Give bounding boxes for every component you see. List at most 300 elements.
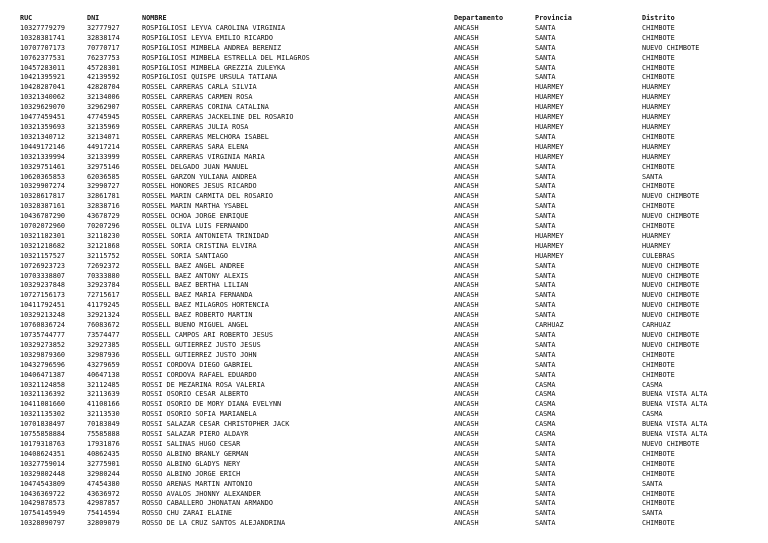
table-row	[20, 222, 742, 232]
departamento-cell: ANCASH	[454, 53, 479, 62]
ruc-cell: 10436369722	[20, 489, 66, 498]
departamento-cell: ANCASH	[454, 479, 479, 488]
dni-cell: 32112485	[87, 380, 120, 389]
ruc-cell: 10328090797	[20, 519, 66, 528]
provincia-cell: HUARMEY	[535, 83, 564, 92]
table-row	[20, 83, 742, 93]
header-ruc: RUC	[20, 14, 33, 22]
departamento-cell: ANCASH	[454, 172, 479, 181]
table-row	[20, 163, 742, 173]
dni-cell: 72715617	[87, 291, 120, 300]
departamento-cell: ANCASH	[454, 43, 479, 52]
distrito-cell: SANTA	[642, 509, 663, 518]
contributors-table	[20, 14, 742, 529]
dni-cell: 70183849	[87, 420, 120, 429]
table-row	[20, 400, 742, 410]
dni-cell: 47454380	[87, 479, 120, 488]
ruc-cell: 10726923723	[20, 261, 66, 270]
dni-cell: 40862435	[87, 449, 120, 458]
dni-cell: 75585888	[87, 430, 120, 439]
provincia-cell: SANTA	[535, 459, 556, 468]
distrito-cell: CHIMBOTE	[642, 202, 675, 211]
nombre-cell: ROSSO ALBINO JORGE ERICH	[142, 469, 241, 478]
distrito-cell: CHIMBOTE	[642, 73, 675, 82]
nombre-cell: ROSSELL BAEZ ANGEL ANDREE	[142, 261, 245, 270]
provincia-cell: SANTA	[535, 509, 556, 518]
dni-cell: 44917214	[87, 142, 120, 151]
distrito-cell: HUARMEY	[642, 93, 671, 102]
dni-cell: 70333880	[87, 271, 120, 280]
dni-cell: 32927385	[87, 340, 120, 349]
nombre-cell: ROSSEL CARRERAS VIRGINIA MARIA	[142, 152, 265, 161]
departamento-cell: ANCASH	[454, 142, 479, 151]
provincia-cell: SANTA	[535, 469, 556, 478]
dni-cell: 32115752	[87, 251, 120, 260]
distrito-cell: HUARMEY	[642, 103, 671, 112]
dni-cell: 32134006	[87, 93, 120, 102]
nombre-cell: ROSSI CORDOVA RAFAEL EDUARDO	[142, 370, 257, 379]
dni-cell: 40647138	[87, 370, 120, 379]
distrito-cell: CHIMBOTE	[642, 469, 675, 478]
table-row	[20, 381, 742, 391]
nombre-cell: ROSSELL BAEZ ROBERTO MARTIN	[142, 311, 253, 320]
nombre-cell: ROSSEL DELGADO JUAN MANUEL	[142, 162, 249, 171]
departamento-cell: ANCASH	[454, 33, 479, 42]
nombre-cell: ROSSO ALBINO BRANLY GERMAN	[142, 449, 249, 458]
table-row	[20, 410, 742, 420]
ruc-cell: 10421395921	[20, 73, 66, 82]
ruc-cell: 10329751461	[20, 162, 66, 171]
departamento-cell: ANCASH	[454, 400, 479, 409]
provincia-cell: HUARMEY	[535, 241, 564, 250]
dni-cell: 45728301	[87, 63, 120, 72]
ruc-cell: 10329802448	[20, 469, 66, 478]
provincia-cell: HUARMEY	[535, 113, 564, 122]
header-dni: DNI	[87, 14, 100, 22]
table-row	[20, 173, 742, 183]
dni-cell: 32135969	[87, 122, 120, 131]
nombre-cell: ROSSELL GUTIERREZ JUSTO JOHN	[142, 350, 257, 359]
table-row	[20, 143, 742, 153]
table-row	[20, 440, 742, 450]
dni-cell: 42987857	[87, 499, 120, 508]
nombre-cell: ROSSEL CARRERAS CARMEN ROSA	[142, 93, 253, 102]
dni-cell: 42828704	[87, 83, 120, 92]
nombre-cell: ROSSEL MARIN MARTHA YSABEL	[142, 202, 249, 211]
distrito-cell: CHIMBOTE	[642, 519, 675, 528]
dni-cell: 42139592	[87, 73, 120, 82]
departamento-cell: ANCASH	[454, 459, 479, 468]
ruc-cell: 10329629070	[20, 103, 66, 112]
departamento-cell: ANCASH	[454, 202, 479, 211]
distrito-cell: SANTA	[642, 172, 663, 181]
distrito-cell: CHIMBOTE	[642, 459, 675, 468]
distrito-cell: CHIMBOTE	[642, 222, 675, 231]
table-row	[20, 341, 742, 351]
provincia-cell: SANTA	[535, 73, 556, 82]
table-row	[20, 242, 742, 252]
dni-cell: 32838174	[87, 33, 120, 42]
distrito-cell: CASMA	[642, 380, 663, 389]
departamento-cell: ANCASH	[454, 281, 479, 290]
departamento-cell: ANCASH	[454, 321, 479, 330]
provincia-cell: HUARMEY	[535, 152, 564, 161]
provincia-cell: CARHUAZ	[535, 321, 564, 330]
ruc-cell: 10328381741	[20, 33, 66, 42]
distrito-cell: CARHUAZ	[642, 321, 671, 330]
provincia-cell: SANTA	[535, 350, 556, 359]
distrito-cell: CHIMBOTE	[642, 33, 675, 42]
provincia-cell: HUARMEY	[535, 142, 564, 151]
provincia-cell: SANTA	[535, 519, 556, 528]
departamento-cell: ANCASH	[454, 340, 479, 349]
departamento-cell: ANCASH	[454, 212, 479, 221]
nombre-cell: ROSSELL BAEZ MARIA FERNANDA	[142, 291, 253, 300]
nombre-cell: ROSSEL CARRERAS MELCHORA ISABEL	[142, 132, 269, 141]
provincia-cell: SANTA	[535, 222, 556, 231]
nombre-cell: ROSPIGLIOSI MIMBELA ANDREA BERENIZ	[142, 43, 282, 52]
departamento-cell: ANCASH	[454, 162, 479, 171]
provincia-cell: HUARMEY	[535, 251, 564, 260]
ruc-cell: 10432796596	[20, 360, 66, 369]
departamento-cell: ANCASH	[454, 222, 479, 231]
provincia-cell: SANTA	[535, 479, 556, 488]
provincia-cell: SANTA	[535, 172, 556, 181]
nombre-cell: ROSSEL MARIN CARMITA DEL ROSARIO	[142, 192, 273, 201]
ruc-cell: 10321340062	[20, 93, 66, 102]
departamento-cell: ANCASH	[454, 331, 479, 339]
table-row	[20, 54, 742, 64]
table-row	[20, 460, 742, 470]
departamento-cell: ANCASH	[454, 241, 479, 250]
ruc-cell: 10329879360	[20, 350, 66, 359]
provincia-cell: CASMA	[535, 420, 556, 429]
departamento-cell: ANCASH	[454, 251, 479, 260]
ruc-cell: 10727156173	[20, 291, 66, 300]
dni-cell: 43636972	[87, 489, 120, 498]
table-row	[20, 133, 742, 143]
dni-cell: 32980244	[87, 469, 120, 478]
distrito-cell: NUEVO CHIMBOTE	[642, 271, 700, 280]
departamento-cell: ANCASH	[454, 370, 479, 379]
departamento-cell: ANCASH	[454, 152, 479, 161]
provincia-cell: SANTA	[535, 271, 556, 280]
distrito-cell: NUEVO CHIMBOTE	[642, 192, 700, 201]
provincia-cell: SANTA	[535, 291, 556, 300]
departamento-cell: ANCASH	[454, 380, 479, 389]
provincia-cell: SANTA	[535, 132, 556, 141]
nombre-cell: ROSPIGLIOSI QUISPE URSULA TATIANA	[142, 73, 278, 82]
provincia-cell: SANTA	[535, 261, 556, 270]
nombre-cell: ROSSO AVALOS JHONNY ALEXANDER	[142, 489, 261, 498]
distrito-cell: NUEVO CHIMBOTE	[642, 281, 700, 290]
dni-cell: 76083672	[87, 321, 120, 330]
provincia-cell: CASMA	[535, 380, 556, 389]
table-row	[20, 291, 742, 301]
departamento-cell: ANCASH	[454, 350, 479, 359]
ruc-cell: 10702072960	[20, 222, 66, 231]
distrito-cell: CHIMBOTE	[642, 63, 675, 72]
distrito-cell: CHIMBOTE	[642, 53, 675, 62]
departamento-cell: ANCASH	[454, 509, 479, 518]
departamento-cell: ANCASH	[454, 261, 479, 270]
nombre-cell: ROSSELL BAEZ ANTONY ALEXIS	[142, 271, 249, 280]
ruc-cell: 10449172146	[20, 142, 66, 151]
ruc-cell: 10321218682	[20, 241, 66, 250]
ruc-cell: 10703338807	[20, 271, 66, 280]
nombre-cell: ROSSELL BUENO MIGUEL ANGEL	[142, 321, 249, 330]
table-row	[20, 64, 742, 74]
distrito-cell: NUEVO CHIMBOTE	[642, 291, 700, 300]
header-departamento: Departamento	[454, 14, 504, 22]
ruc-cell: 10620365853	[20, 172, 66, 181]
ruc-cell: 10321157527	[20, 251, 66, 260]
nombre-cell: ROSSI SALAZAR PIERO ALDAYR	[142, 430, 249, 439]
nombre-cell: ROSSEL SORIA CRISTINA ELVIRA	[142, 241, 257, 250]
distrito-cell: NUEVO CHIMBOTE	[642, 301, 700, 310]
dni-cell: 32134071	[87, 132, 120, 141]
table-header-row	[20, 14, 742, 24]
dni-cell: 32990727	[87, 182, 120, 191]
ruc-cell: 10328387161	[20, 202, 66, 211]
provincia-cell: SANTA	[535, 281, 556, 290]
departamento-cell: ANCASH	[454, 73, 479, 82]
provincia-cell: HUARMEY	[535, 122, 564, 131]
table-row	[20, 93, 742, 103]
ruc-cell: 10429878573	[20, 499, 66, 508]
ruc-cell: 10328617817	[20, 192, 66, 201]
nombre-cell: ROSPIGLIOSI MIMBELA ESTRELLA DEL MILAGROS	[142, 53, 310, 62]
distrito-cell: CASMA	[642, 410, 663, 419]
table-row	[20, 301, 742, 311]
nombre-cell: ROSSELL BAEZ MILAGROS HORTENCIA	[142, 301, 269, 310]
departamento-cell: ANCASH	[454, 499, 479, 508]
distrito-cell: NUEVO CHIMBOTE	[642, 43, 700, 52]
table-row	[20, 24, 742, 34]
distrito-cell: HUARMEY	[642, 142, 671, 151]
nombre-cell: ROSPIGLIOSI MIMBELA GREZZIA ZULEYKA	[142, 63, 286, 72]
distrito-cell: HUARMEY	[642, 113, 671, 122]
departamento-cell: ANCASH	[454, 360, 479, 369]
departamento-cell: ANCASH	[454, 439, 479, 448]
ruc-cell: 10762377531	[20, 53, 66, 62]
distrito-cell: CHIMBOTE	[642, 350, 675, 359]
departamento-cell: ANCASH	[454, 113, 479, 122]
table-row	[20, 123, 742, 133]
provincia-cell: SANTA	[535, 53, 556, 62]
table-row	[20, 34, 742, 44]
departamento-cell: ANCASH	[454, 489, 479, 498]
departamento-cell: ANCASH	[454, 410, 479, 419]
table-row	[20, 470, 742, 480]
distrito-cell: CHIMBOTE	[642, 499, 675, 508]
ruc-cell: 10707707173	[20, 43, 66, 52]
nombre-cell: ROSSELL CAMPOS ARI ROBERTO JESUS	[142, 331, 273, 339]
departamento-cell: ANCASH	[454, 271, 479, 280]
distrito-cell: CHIMBOTE	[642, 162, 675, 171]
ruc-cell: 10327759014	[20, 459, 66, 468]
ruc-cell: 10321359693	[20, 122, 66, 131]
dni-cell: 43678729	[87, 212, 120, 221]
nombre-cell: ROSSEL OCHOA JORGE ENRIQUE	[142, 212, 249, 221]
provincia-cell: SANTA	[535, 331, 556, 339]
dni-cell: 70770717	[87, 43, 120, 52]
dni-cell: 32113530	[87, 410, 120, 419]
distrito-cell: CHIMBOTE	[642, 132, 675, 141]
nombre-cell: ROSSO CHU ZARAI ELAINE	[142, 509, 233, 518]
dni-cell: 41108166	[87, 400, 120, 409]
departamento-cell: ANCASH	[454, 63, 479, 72]
ruc-cell: 10457283011	[20, 63, 66, 72]
nombre-cell: ROSSEL CARRERAS CORINA CATALINA	[142, 103, 269, 112]
nombre-cell: ROSSO ALBINO GLADYS NERY	[142, 459, 241, 468]
departamento-cell: ANCASH	[454, 469, 479, 478]
provincia-cell: SANTA	[535, 202, 556, 211]
table-row	[20, 311, 742, 321]
distrito-cell: HUARMEY	[642, 83, 671, 92]
distrito-cell: HUARMEY	[642, 122, 671, 131]
table-row	[20, 272, 742, 282]
provincia-cell: SANTA	[535, 23, 556, 32]
table-row	[20, 113, 742, 123]
table-row	[20, 361, 742, 371]
distrito-cell: BUENA VISTA ALTA	[642, 400, 708, 409]
ruc-cell: 10321136392	[20, 390, 66, 399]
nombre-cell: ROSPIGLIOSI LEYVA CAROLINA VIRGINIA	[142, 23, 286, 32]
distrito-cell: BUENA VISTA ALTA	[642, 430, 708, 439]
nombre-cell: ROSSI SALINAS HUGO CESAR	[142, 439, 241, 448]
provincia-cell: SANTA	[535, 449, 556, 458]
ruc-cell: 10406471387	[20, 370, 66, 379]
table-row	[20, 202, 742, 212]
nombre-cell: ROSSEL CARRERAS SARA ELENA	[142, 142, 249, 151]
dni-cell: 32133999	[87, 152, 120, 161]
ruc-cell: 10474543809	[20, 479, 66, 488]
dni-cell: 76237753	[87, 53, 120, 62]
provincia-cell: SANTA	[535, 33, 556, 42]
dni-cell: 41179245	[87, 301, 120, 310]
departamento-cell: ANCASH	[454, 132, 479, 141]
distrito-cell: HUARMEY	[642, 241, 671, 250]
dni-cell: 70207296	[87, 222, 120, 231]
nombre-cell: ROSSELL GUTIERREZ JUSTO JESUS	[142, 340, 261, 349]
distrito-cell: NUEVO CHIMBOTE	[642, 340, 700, 349]
ruc-cell: 10321135302	[20, 410, 66, 419]
departamento-cell: ANCASH	[454, 122, 479, 131]
ruc-cell: 10408624351	[20, 449, 66, 458]
table-row	[20, 430, 742, 440]
ruc-cell: 10321182301	[20, 231, 66, 240]
departamento-cell: ANCASH	[454, 103, 479, 112]
provincia-cell: SANTA	[535, 43, 556, 52]
departamento-cell: ANCASH	[454, 83, 479, 92]
dni-cell: 17931876	[87, 439, 120, 448]
header-provincia: Provincia	[535, 14, 572, 22]
distrito-cell: BUENA VISTA ALTA	[642, 390, 708, 399]
table-row	[20, 450, 742, 460]
provincia-cell: SANTA	[535, 301, 556, 310]
table-row	[20, 509, 742, 519]
table-row	[20, 182, 742, 192]
nombre-cell: ROSPIGLIOSI LEYVA EMILIO RICARDO	[142, 33, 273, 42]
table-row	[20, 331, 742, 341]
nombre-cell: ROSSO DE LA CRUZ SANTOS ALEJANDRINA	[142, 519, 286, 528]
dni-cell: 32777927	[87, 23, 120, 32]
nombre-cell: ROSSI OSORIO DE MORY DIANA EVELYNN	[142, 400, 282, 409]
ruc-cell: 10321340712	[20, 132, 66, 141]
distrito-cell: NUEVO CHIMBOTE	[642, 212, 700, 221]
distrito-cell: CHIMBOTE	[642, 182, 675, 191]
distrito-cell: CULEBRAS	[642, 251, 675, 260]
provincia-cell: SANTA	[535, 162, 556, 171]
dni-cell: 32861781	[87, 192, 120, 201]
nombre-cell: ROSSEL OLIVA LUIS FERNANDO	[142, 222, 249, 231]
nombre-cell: ROSSEL HONORES JESUS RICARDO	[142, 182, 257, 191]
provincia-cell: CASMA	[535, 400, 556, 409]
provincia-cell: SANTA	[535, 489, 556, 498]
table-row	[20, 321, 742, 331]
provincia-cell: SANTA	[535, 192, 556, 201]
distrito-cell: NUEVO CHIMBOTE	[642, 331, 700, 339]
ruc-cell: 10428287041	[20, 83, 66, 92]
distrito-cell: NUEVO CHIMBOTE	[642, 261, 700, 270]
ruc-cell: 10321339994	[20, 152, 66, 161]
nombre-cell: ROSSEL CARRERAS JULIA ROSA	[142, 122, 249, 131]
table-row	[20, 262, 742, 272]
ruc-cell: 10179318763	[20, 439, 66, 448]
distrito-cell: CHIMBOTE	[642, 489, 675, 498]
provincia-cell: SANTA	[535, 439, 556, 448]
table-row	[20, 212, 742, 222]
dni-cell: 32838716	[87, 202, 120, 211]
departamento-cell: ANCASH	[454, 301, 479, 310]
departamento-cell: ANCASH	[454, 449, 479, 458]
nombre-cell: ROSSI SALAZAR CESAR CHRISTOPHER JACK	[142, 420, 290, 429]
ruc-cell: 10411792451	[20, 301, 66, 310]
ruc-cell: 10701838497	[20, 420, 66, 429]
distrito-cell: CHIMBOTE	[642, 449, 675, 458]
dni-cell: 32923784	[87, 281, 120, 290]
dni-cell: 62036585	[87, 172, 120, 181]
provincia-cell: SANTA	[535, 63, 556, 72]
dni-cell: 43279659	[87, 360, 120, 369]
departamento-cell: ANCASH	[454, 430, 479, 439]
table-row	[20, 490, 742, 500]
table-row	[20, 44, 742, 54]
distrito-cell: CHIMBOTE	[642, 23, 675, 32]
header-nombre: NOMBRE	[142, 14, 167, 22]
table-row	[20, 192, 742, 202]
distrito-cell: CHIMBOTE	[642, 370, 675, 379]
provincia-cell: SANTA	[535, 499, 556, 508]
ruc-cell: 10327779279	[20, 23, 66, 32]
table-row	[20, 371, 742, 381]
departamento-cell: ANCASH	[454, 93, 479, 102]
ruc-cell: 10755858884	[20, 430, 66, 439]
table-row	[20, 499, 742, 509]
provincia-cell: HUARMEY	[535, 93, 564, 102]
table-row	[20, 390, 742, 400]
table-row	[20, 232, 742, 242]
provincia-cell: SANTA	[535, 360, 556, 369]
dni-cell: 32113639	[87, 390, 120, 399]
provincia-cell: SANTA	[535, 311, 556, 320]
distrito-cell: NUEVO CHIMBOTE	[642, 439, 700, 448]
nombre-cell: ROSSEL CARRERAS CARLA SILVIA	[142, 83, 257, 92]
distrito-cell: BUENA VISTA ALTA	[642, 420, 708, 429]
departamento-cell: ANCASH	[454, 231, 479, 240]
dni-cell: 73574477	[87, 331, 120, 339]
